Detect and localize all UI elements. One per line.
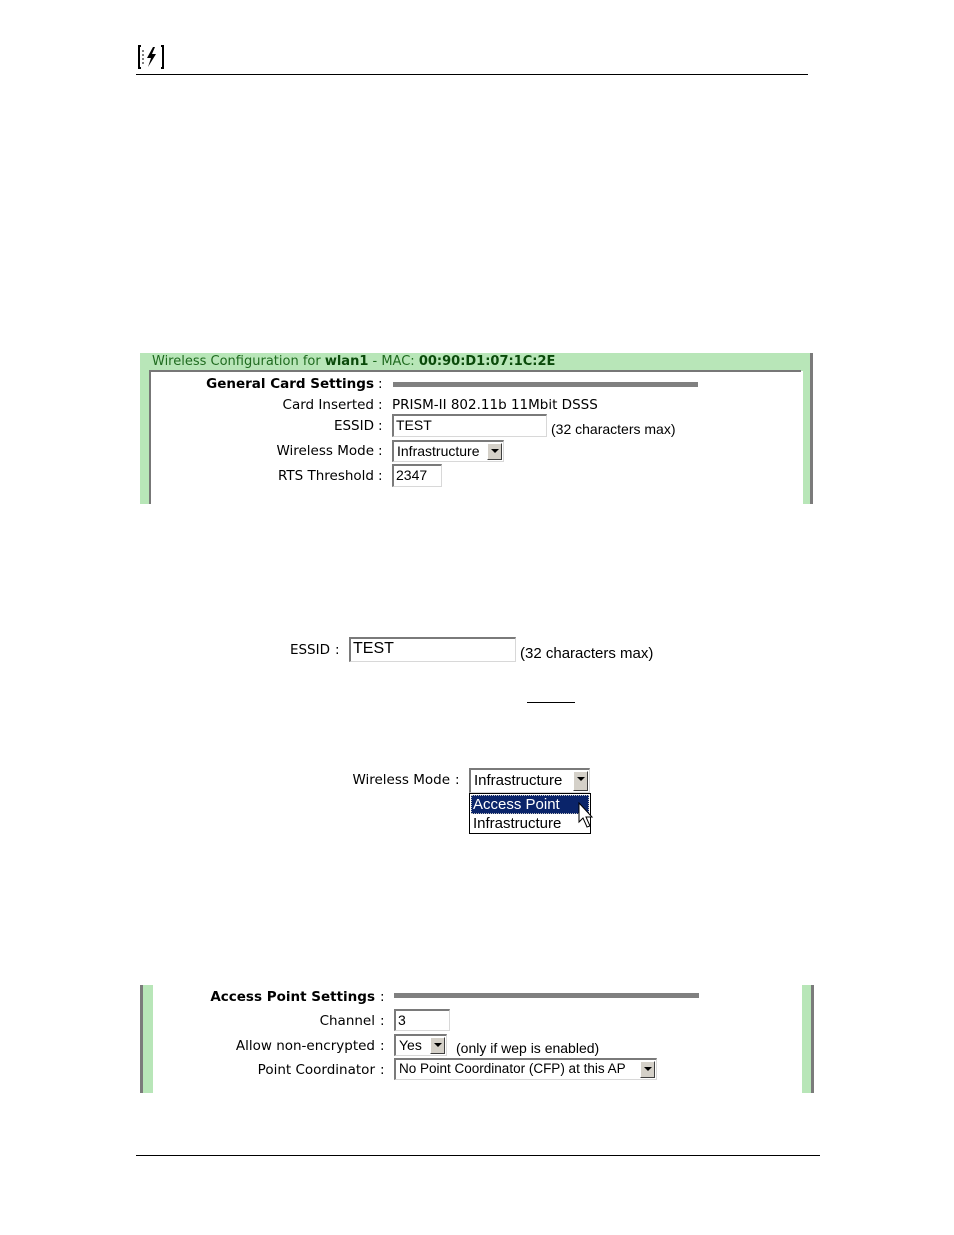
figure-essid-label: ESSID [289,642,330,658]
figure-essid-input[interactable]: TEST [349,637,516,662]
figure-mode-label: Wireless Mode [352,772,450,788]
label-sep: : [380,1038,385,1054]
panel-left-shadow [140,985,143,1093]
heading-sep: : [378,376,383,392]
channel-label: Channel [319,1013,375,1029]
point-coordinator-value: No Point Coordinator (CFP) at this AP [399,1061,626,1076]
option-access-point[interactable]: Access Point [471,795,589,814]
mac-label: - MAC: [368,354,419,369]
wireless-config-panel [140,353,813,504]
chevron-down-icon[interactable] [430,1037,445,1054]
underline-mark [527,702,575,703]
section-divider-bar [394,993,699,998]
chevron-down-icon[interactable] [640,1061,655,1078]
figure-mode-value: Infrastructure [474,772,563,789]
panel-right-shadow [811,985,814,1093]
lightning-logo-icon [137,44,165,70]
label-sep: : [380,1062,385,1078]
allow-non-encrypted-select[interactable] [394,1034,447,1056]
heading-sep: : [380,989,385,1005]
option-infrastructure[interactable]: Infrastructure [473,815,562,832]
mac-address: 00:90:D1:07:1C:2E [418,354,556,369]
card-inserted-value: PRISM-II 802.11b 11Mbit DSSS [392,397,598,413]
chevron-down-icon[interactable] [487,443,502,460]
point-coordinator-label: Point Coordinator [257,1062,375,1078]
allow-non-encrypted-value: Yes [399,1037,422,1053]
access-point-panel [140,985,814,1093]
non-encrypted-hint: (only if wep is enabled) [456,1040,600,1056]
label-sep: : [378,443,383,459]
allow-non-encrypted-label: Allow non-encrypted [235,1038,375,1054]
mode-dropdown-list [469,793,591,834]
general-card-settings-heading: General Card Settings [206,376,374,392]
interface-name: wlan1 [324,354,369,369]
figure-mode-select[interactable] [469,768,590,793]
panel-title [152,354,555,369]
figure-essid-hint: (32 characters max) [520,645,654,662]
figure-mode-sep: : [455,772,460,788]
label-sep: : [378,468,383,484]
label-sep: : [378,418,383,434]
panel-left-border [140,353,149,504]
card-inserted-label: Card Inserted [282,397,374,413]
essid-input[interactable]: TEST [392,414,547,437]
wireless-mode-select[interactable] [392,440,504,462]
point-coordinator-select[interactable] [394,1058,657,1080]
mouse-pointer-icon [578,802,596,832]
wireless-mode-value: Infrastructure [397,443,480,459]
essid-hint: (32 characters max) [551,421,676,437]
rts-threshold-label: RTS Threshold [277,468,374,484]
section-divider-bar [393,382,698,387]
label-sep: : [378,397,383,413]
essid-label: ESSID [333,418,374,434]
access-point-settings-heading: Access Point Settings [210,989,375,1005]
figure-essid-sep: : [335,642,340,658]
chevron-down-icon[interactable] [573,771,588,791]
footer-rule [136,1155,820,1156]
label-sep: : [380,1013,385,1029]
title-prefix: Wireless Configuration for [152,354,325,369]
panel-right-shadow [810,353,813,504]
rts-threshold-input[interactable]: 2347 [392,464,442,487]
channel-input[interactable]: 3 [394,1009,450,1031]
wireless-mode-label: Wireless Mode [276,443,374,459]
header-rule [136,74,808,75]
